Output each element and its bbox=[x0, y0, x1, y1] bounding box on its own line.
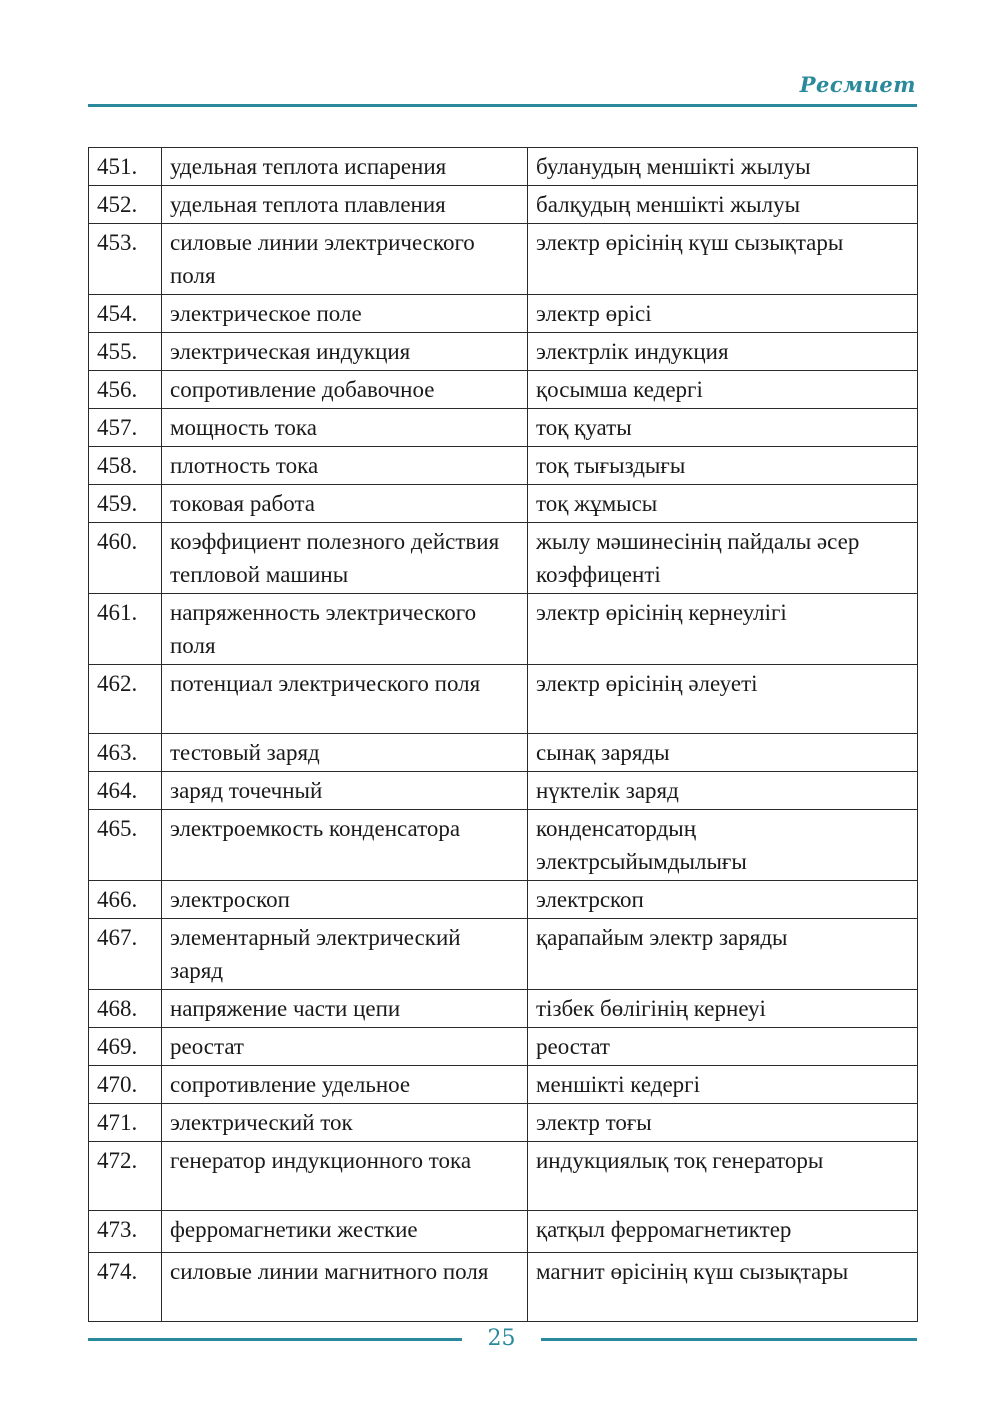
russian-term-cell: коэффициент полезного действия тепловой машины bbox=[162, 523, 528, 594]
kazakh-term-cell: тоқ қуаты bbox=[528, 409, 918, 447]
term-number-cell: 454. bbox=[89, 295, 162, 333]
glossary-table bbox=[88, 147, 918, 1322]
kazakh-term-cell: электр тоғы bbox=[528, 1104, 918, 1142]
russian-term-cell: потенциал электрического поля bbox=[162, 665, 528, 734]
russian-term-cell: напряжение части цепи bbox=[162, 990, 528, 1028]
term-number-cell: 468. bbox=[89, 990, 162, 1028]
kazakh-term-cell: тізбек бөлігінің кернеуі bbox=[528, 990, 918, 1028]
term-number-cell: 460. bbox=[89, 523, 162, 594]
footer-divider-left bbox=[88, 1338, 462, 1341]
kazakh-term-cell: реостат bbox=[528, 1028, 918, 1066]
kazakh-term-cell: меншікті кедергі bbox=[528, 1066, 918, 1104]
russian-term-cell: силовые линии электрического поля bbox=[162, 224, 528, 295]
term-number-cell: 462. bbox=[89, 665, 162, 734]
kazakh-term-cell: қосымша кедергі bbox=[528, 371, 918, 409]
term-number-cell: 474. bbox=[89, 1253, 162, 1322]
table-row bbox=[89, 295, 918, 333]
term-number-cell: 461. bbox=[89, 594, 162, 665]
russian-term-cell: электрическая индукция bbox=[162, 333, 528, 371]
russian-term-cell: плотность тока bbox=[162, 447, 528, 485]
table-row bbox=[89, 1211, 918, 1253]
russian-term-cell: напряженность электрического поля bbox=[162, 594, 528, 665]
term-number-cell: 466. bbox=[89, 881, 162, 919]
table-row bbox=[89, 1142, 918, 1211]
russian-term-cell: удельная теплота испарения bbox=[162, 148, 528, 186]
term-number-cell: 465. bbox=[89, 810, 162, 881]
table-row bbox=[89, 447, 918, 485]
table-row bbox=[89, 1066, 918, 1104]
term-number-cell: 471. bbox=[89, 1104, 162, 1142]
table-row bbox=[89, 485, 918, 523]
table-row bbox=[89, 772, 918, 810]
term-number-cell: 470. bbox=[89, 1066, 162, 1104]
table-row bbox=[89, 990, 918, 1028]
table-row bbox=[89, 881, 918, 919]
russian-term-cell: мощность тока bbox=[162, 409, 528, 447]
russian-term-cell: ферромагнетики жесткие bbox=[162, 1211, 528, 1253]
kazakh-term-cell: сынақ заряды bbox=[528, 734, 918, 772]
term-number-cell: 455. bbox=[89, 333, 162, 371]
russian-term-cell: токовая работа bbox=[162, 485, 528, 523]
russian-term-cell: заряд точечный bbox=[162, 772, 528, 810]
term-number-cell: 467. bbox=[89, 919, 162, 990]
table-row bbox=[89, 523, 918, 594]
kazakh-term-cell: жылу мәшинесінің пайдалы әсер коэффиценті bbox=[528, 523, 918, 594]
kazakh-term-cell: индукциялық тоқ генераторы bbox=[528, 1142, 918, 1211]
kazakh-term-cell: магнит өрісінің күш сызықтары bbox=[528, 1253, 918, 1322]
table-row bbox=[89, 1028, 918, 1066]
russian-term-cell: электрическое поле bbox=[162, 295, 528, 333]
russian-term-cell: электрический ток bbox=[162, 1104, 528, 1142]
table-row bbox=[89, 186, 918, 224]
table-row bbox=[89, 1104, 918, 1142]
table-row bbox=[89, 371, 918, 409]
table-row bbox=[89, 594, 918, 665]
term-number-cell: 469. bbox=[89, 1028, 162, 1066]
term-number-cell: 456. bbox=[89, 371, 162, 409]
term-number-cell: 472. bbox=[89, 1142, 162, 1211]
table-row bbox=[89, 810, 918, 881]
term-number-cell: 463. bbox=[89, 734, 162, 772]
kazakh-term-cell: буланудың меншікті жылуы bbox=[528, 148, 918, 186]
header-divider bbox=[88, 104, 917, 107]
kazakh-term-cell: қатқыл ферромагнетиктер bbox=[528, 1211, 918, 1253]
kazakh-term-cell: электр өрісі bbox=[528, 295, 918, 333]
russian-term-cell: электроскоп bbox=[162, 881, 528, 919]
term-number-cell: 458. bbox=[89, 447, 162, 485]
table-row bbox=[89, 734, 918, 772]
table-row bbox=[89, 919, 918, 990]
footer-divider-right bbox=[541, 1338, 917, 1341]
kazakh-term-cell: электр өрісінің күш сызықтары bbox=[528, 224, 918, 295]
term-number-cell: 459. bbox=[89, 485, 162, 523]
russian-term-cell: генератор индукционного тока bbox=[162, 1142, 528, 1211]
russian-term-cell: реостат bbox=[162, 1028, 528, 1066]
kazakh-term-cell: тоқ жұмысы bbox=[528, 485, 918, 523]
table-row bbox=[89, 409, 918, 447]
kazakh-term-cell: нүктелік заряд bbox=[528, 772, 918, 810]
kazakh-term-cell: электр өрісінің кернеулігі bbox=[528, 594, 918, 665]
page-number: 25 bbox=[487, 1326, 516, 1351]
kazakh-term-cell: балқудың меншікті жылуы bbox=[528, 186, 918, 224]
russian-term-cell: тестовый заряд bbox=[162, 734, 528, 772]
term-number-cell: 452. bbox=[89, 186, 162, 224]
kazakh-term-cell: электрскоп bbox=[528, 881, 918, 919]
russian-term-cell: сопротивление добавочное bbox=[162, 371, 528, 409]
kazakh-term-cell: электр өрісінің әлеуеті bbox=[528, 665, 918, 734]
term-number-cell: 451. bbox=[89, 148, 162, 186]
term-number-cell: 453. bbox=[89, 224, 162, 295]
term-number-cell: 464. bbox=[89, 772, 162, 810]
table-row bbox=[89, 665, 918, 734]
russian-term-cell: удельная теплота плавления bbox=[162, 186, 528, 224]
running-header-title: Ресмиет bbox=[799, 72, 916, 97]
kazakh-term-cell: электрлік индукция bbox=[528, 333, 918, 371]
kazakh-term-cell: қарапайым электр заряды bbox=[528, 919, 918, 990]
glossary-table-body bbox=[89, 148, 918, 1322]
table-row bbox=[89, 148, 918, 186]
russian-term-cell: сопротивление удельное bbox=[162, 1066, 528, 1104]
term-number-cell: 473. bbox=[89, 1211, 162, 1253]
table-row bbox=[89, 1253, 918, 1322]
kazakh-term-cell: тоқ тығыздығы bbox=[528, 447, 918, 485]
russian-term-cell: силовые линии магнитного поля bbox=[162, 1253, 528, 1322]
term-number-cell: 457. bbox=[89, 409, 162, 447]
table-row bbox=[89, 333, 918, 371]
russian-term-cell: элементарный электрический заряд bbox=[162, 919, 528, 990]
kazakh-term-cell: конденсатордың электрсыйымдылығы bbox=[528, 810, 918, 881]
russian-term-cell: электроемкость конденсатора bbox=[162, 810, 528, 881]
table-row bbox=[89, 224, 918, 295]
